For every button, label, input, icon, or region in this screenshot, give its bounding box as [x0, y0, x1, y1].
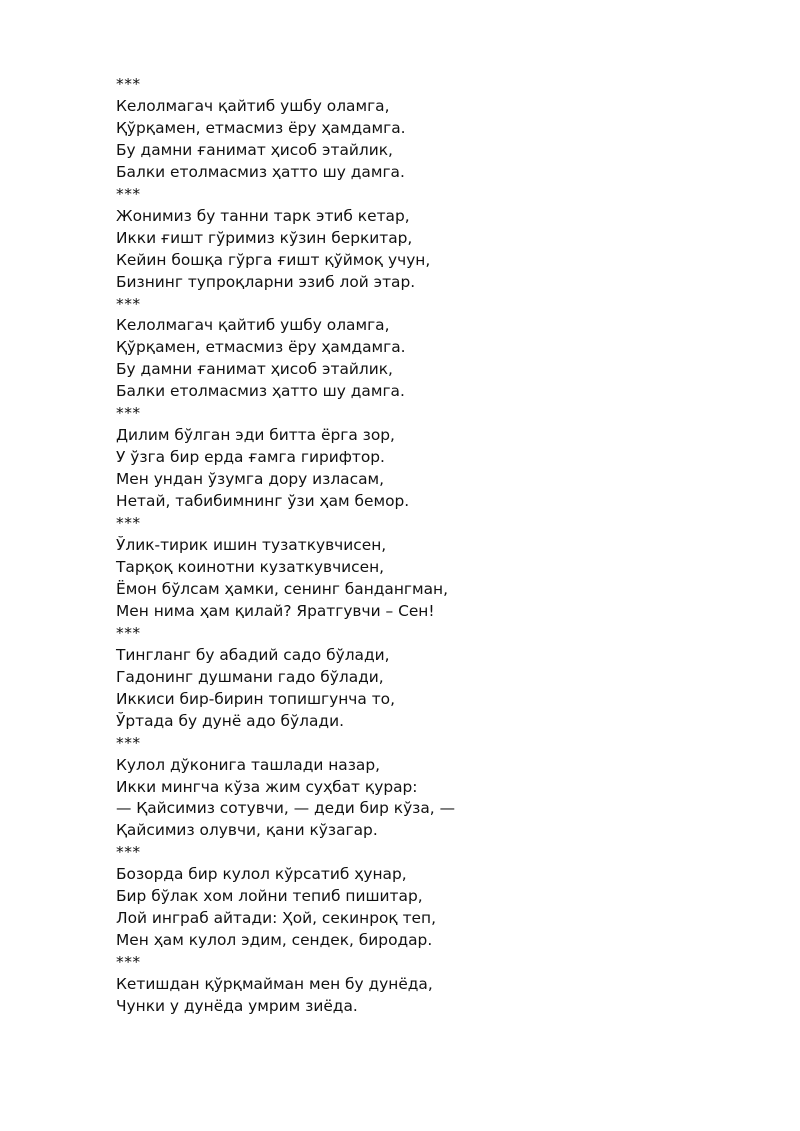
- poem-line: — Қайсимиз сотувчи, — деди бир кўза, —: [116, 799, 455, 818]
- poem-line: Кейин бошқа гўрга ғишт қўймоқ учун,: [116, 250, 431, 269]
- poem-text: [116, 74, 800, 1018]
- stanza-separator: ***: [116, 953, 141, 972]
- stanza-separator: ***: [116, 404, 141, 423]
- poem-line: Мен ҳам кулол эдим, сендек, биродар.: [116, 931, 433, 950]
- stanza-separator: ***: [116, 623, 141, 642]
- poem-line: Бозорда бир кулол кўрсатиб ҳунар,: [116, 865, 407, 884]
- stanza-separator: ***: [116, 733, 141, 752]
- poem-line: Гадонинг душмани гадо бўлади,: [116, 667, 384, 686]
- poem-line: Қайсимиз олувчи, қани кўзагар.: [116, 821, 378, 840]
- poem-line: Кулол дўконига ташлади назар,: [116, 755, 381, 774]
- poem-line: Келолмагач қайтиб ушбу оламга,: [116, 316, 390, 335]
- poem-line: Ўлик-тирик ишин тузаткувчисен,: [116, 536, 387, 555]
- poem-line: Чунки у дунёда умрим зиёда.: [116, 997, 358, 1016]
- stanza-separator: ***: [116, 514, 141, 533]
- poem-line: У ўзга бир ерда ғамга гирифтор.: [116, 448, 385, 467]
- poem-line: Дилим бўлган эди битта ёрга зор,: [116, 426, 395, 445]
- poem-line: Нетай, табибимнинг ўзи ҳам бемор.: [116, 492, 410, 511]
- poem-line: Бу дамни ғанимат ҳисоб этайлик,: [116, 360, 393, 379]
- stanza-separator: ***: [116, 184, 141, 203]
- stanza-separator: ***: [116, 294, 141, 313]
- poem-line: Ўртада бу дунё адо бўлади.: [116, 711, 344, 730]
- poem-line: Иккиси бир-бирин топишгунча то,: [116, 689, 395, 708]
- poem-line: Мен ундан ўзумга дору изласам,: [116, 470, 384, 489]
- poem-line: Қўрқамен, етмасмиз ёру ҳамдамга.: [116, 338, 406, 357]
- stanza-separator: ***: [116, 75, 141, 93]
- poem-line: Бир бўлак хом лойни тепиб пишитар,: [116, 887, 423, 906]
- poem-line: Икки мингча кўза жим суҳбат қурар:: [116, 777, 418, 796]
- poem-line: Тинглaнг бу абадий садо бўлади,: [116, 645, 390, 664]
- poem-line: Келолмагач қайтиб ушбу оламга,: [116, 96, 390, 115]
- poem-line: Бизнинг тупроқларни эзиб лой этар.: [116, 272, 416, 291]
- poem-line: Балки етолмасмиз ҳатто шу дамга.: [116, 382, 405, 401]
- poem-line: Бу дамни ғанимат ҳисоб этайлик,: [116, 140, 393, 159]
- poem-line: Жонимиз бу танни тарк этиб кетар,: [116, 206, 410, 225]
- poem-line: Мен нима ҳам қилай? Яратгувчи – Сен!: [116, 601, 435, 620]
- poem-line: Балки етолмасмиз ҳатто шу дамга.: [116, 162, 405, 181]
- poem-line: Тарқоқ коинотни кузаткувчисен,: [116, 557, 385, 576]
- poem-line: Ёмон бўлсам ҳамки, сенинг бандангман,: [116, 579, 449, 598]
- stanza-separator: ***: [116, 843, 141, 862]
- poem-line: Қўрқамен, етмасмиз ёру ҳамдамга.: [116, 118, 406, 137]
- poem-line: Икки ғишт гўримиз кўзин беркитар,: [116, 228, 413, 247]
- poem-line: Лой инграб айтади: Ҳой, секинроқ теп,: [116, 909, 436, 928]
- poem-line: Кетишдан қўрқмайман мен бу дунёда,: [116, 975, 433, 994]
